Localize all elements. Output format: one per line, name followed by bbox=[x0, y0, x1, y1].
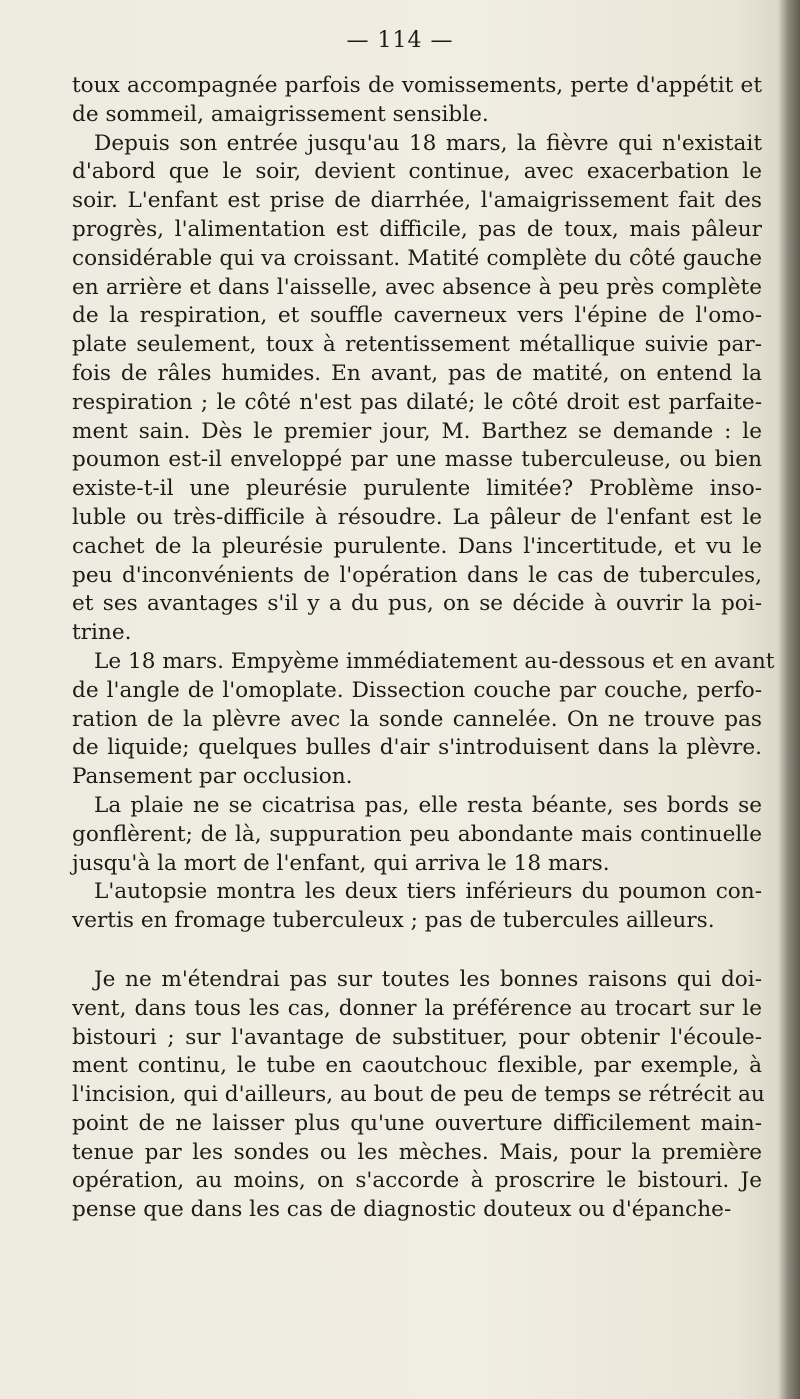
text-line: en arrière et dans l'aisselle, avec absence à peu près complète bbox=[72, 274, 762, 300]
text-line: toux accompagnée parfois de vomissements, perte d'appétit et bbox=[72, 73, 762, 98]
text-line: l'incision, qui d'ailleurs, au bout de peu de temps se rétrécit au bbox=[72, 1082, 765, 1108]
text-line: progrès, l'alimentation est difficile, pas de toux, mais pâleur bbox=[72, 216, 762, 242]
paragraph bbox=[72, 792, 762, 878]
text-line: opération, au moins, on s'accorde à proscrire le bistouri. Je bbox=[72, 1168, 762, 1194]
text-line: peu d'inconvénients de l'opération dans le cas de tubercules, bbox=[72, 562, 762, 588]
text-line: gonflèrent; de là, suppuration peu abondante mais continuelle bbox=[72, 821, 762, 847]
text-line: Depuis son entrée jusqu'au 18 mars, la fièvre qui n'existait bbox=[94, 130, 762, 156]
text-line: de la respiration, et souffle caverneux vers l'épine de l'omo- bbox=[72, 303, 762, 329]
page-number: — 114 — bbox=[346, 28, 454, 53]
text-line: ration de la plèvre avec la sonde cannelée. On ne trouve pas bbox=[72, 706, 762, 732]
text-line: poumon est-il enveloppé par une masse tuberculeuse, ou bien bbox=[72, 447, 762, 473]
text-line: fois de râles humides. En avant, pas de matité, on entend la bbox=[72, 360, 762, 386]
text-line: Je ne m'étendrai pas sur toutes les bonnes raisons qui doi- bbox=[94, 966, 762, 992]
paragraph bbox=[72, 878, 762, 936]
text-line: d'abord que le soir, devient continue, avec exacerbation le bbox=[72, 159, 762, 185]
text-line: ment sain. Dès le premier jour, M. Barthez se demande : le bbox=[72, 418, 762, 444]
text-line: bistouri ; sur l'avantage de substituer, pour obtenir l'écoule- bbox=[72, 1024, 762, 1050]
text-line: soir. L'enfant est prise de diarrhée, l'amaigrissement fait des bbox=[72, 188, 762, 214]
text-line: La plaie ne se cicatrisa pas, elle resta béante, ses bords se bbox=[94, 792, 762, 818]
text-line: considérable qui va croissant. Matité complète du côté gauche bbox=[72, 245, 762, 271]
text-line: cachet de la pleurésie purulente. Dans l'incertitude, et vu le bbox=[72, 533, 762, 559]
text-line: point de ne laisser plus qu'une ouverture difficilement main- bbox=[72, 1110, 762, 1136]
text-line: respiration ; le côté n'est pas dilaté; le côté droit est parfaite- bbox=[72, 389, 762, 415]
text-line: de sommeil, amaigrissement sensible. bbox=[72, 101, 489, 127]
text-line: jusqu'à la mort de l'enfant, qui arriva le 18 mars. bbox=[72, 850, 610, 876]
text-line: vertis en fromage tuberculeux ; pas de tubercules ailleurs. bbox=[72, 908, 715, 934]
text-line: pense que dans les cas de diagnostic douteux ou d'épanche- bbox=[72, 1197, 732, 1223]
text-line: L'autopsie montra les deux tiers inférieurs du poumon con- bbox=[94, 879, 762, 905]
text-line: tenue par les sondes ou les mèches. Mais, pour la première bbox=[72, 1139, 762, 1165]
paragraph bbox=[72, 72, 762, 130]
text-line: et ses avantages s'il y a du pus, on se décide à ouvrir la poi- bbox=[72, 591, 762, 617]
text-line: plate seulement, toux à retentissement métallique suivie par- bbox=[72, 332, 762, 358]
text-line: Le 18 mars. Empyème immédiatement au-dessous et en avant bbox=[94, 648, 775, 674]
paragraph bbox=[72, 648, 775, 792]
text-line: Pansement par occlusion. bbox=[72, 764, 353, 790]
paragraph-gap bbox=[72, 936, 762, 966]
paragraph bbox=[72, 130, 762, 648]
text-line: trine. bbox=[72, 620, 132, 646]
text-line: de l'angle de l'omoplate. Dissection couche par couche, perfo- bbox=[72, 677, 762, 703]
paragraph bbox=[72, 966, 765, 1225]
text-line: luble ou très-difficile à résoudre. La pâleur de l'enfant est le bbox=[72, 504, 762, 530]
text-line: de liquide; quelques bulles d'air s'introduisent dans la plèvre. bbox=[72, 735, 762, 761]
text-line: vent, dans tous les cas, donner la préférence au trocart sur le bbox=[72, 995, 762, 1021]
page-binding-edge bbox=[778, 0, 800, 1399]
text-line: existe-t-il une pleurésie purulente limitée? Problème inso- bbox=[72, 476, 762, 502]
text-line: ment continu, le tube en caoutchouc flexible, par exemple, à bbox=[72, 1053, 762, 1079]
body-text bbox=[72, 72, 775, 1225]
